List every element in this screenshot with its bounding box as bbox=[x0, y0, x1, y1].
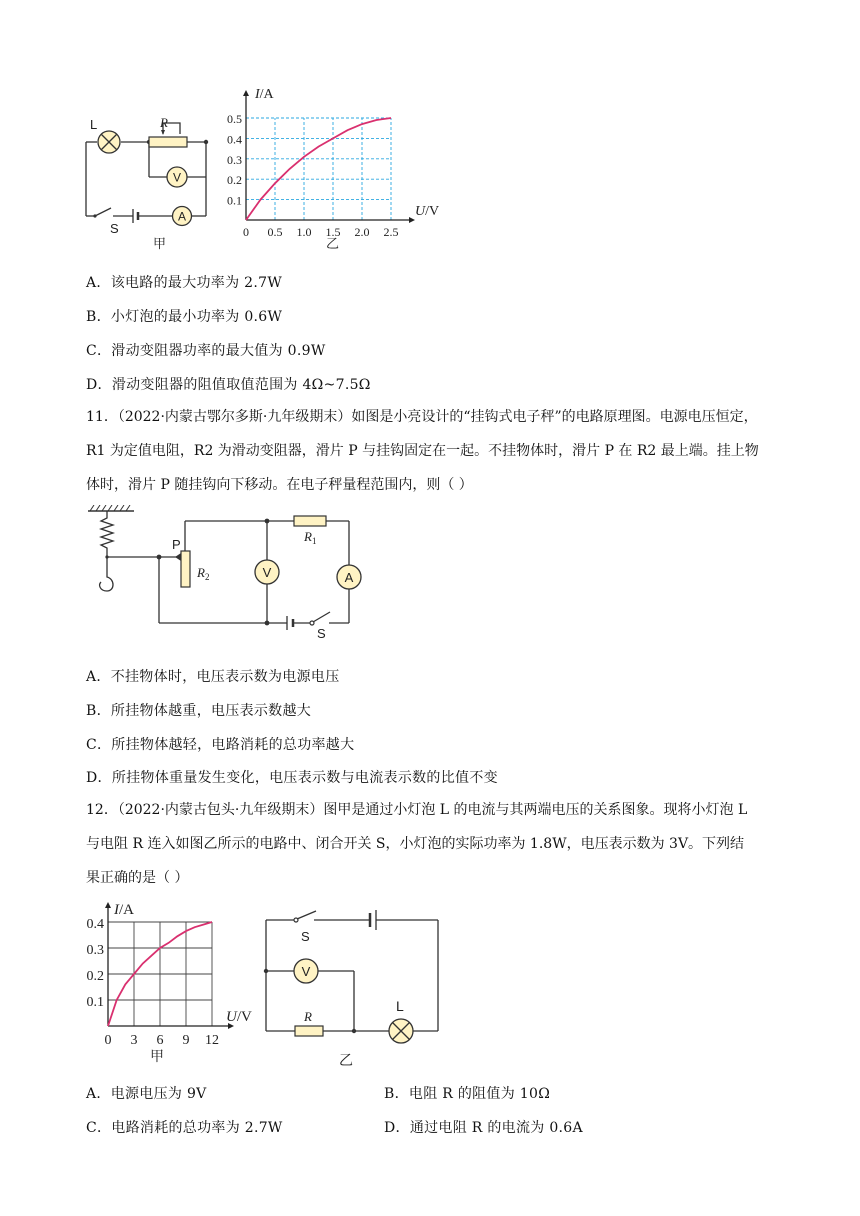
fig10-resistor-label: R bbox=[160, 115, 168, 130]
y-axis-arrow bbox=[243, 90, 249, 96]
q11-option-c: C．所挂物体越轻，电路消耗的总功率越大 bbox=[86, 737, 355, 753]
chart1-series-line bbox=[246, 118, 391, 220]
x-tick-label: 0 bbox=[243, 225, 249, 239]
chart2-ylabel: I/A bbox=[114, 902, 134, 918]
q10-option-d: D．滑动变阻器的阻值取值范围为 4Ω~7.5Ω bbox=[86, 377, 371, 393]
y-tick-label: 0.1 bbox=[86, 995, 104, 1010]
fig11-slider-label: P bbox=[172, 537, 181, 552]
chart1-xlabel: U/V bbox=[415, 204, 440, 219]
q12-option-b: B．电阻 R 的阻值为 10Ω bbox=[384, 1086, 551, 1102]
y-tick-label: 0.3 bbox=[86, 943, 104, 958]
x-tick-label: 12 bbox=[205, 1033, 219, 1048]
fig11-r2-label: $R_2$ bbox=[197, 565, 210, 582]
fig12-voltmeter-label: V bbox=[301, 964, 311, 979]
q11-option-b: B．所挂物体越重，电压表示数越大 bbox=[86, 703, 312, 719]
chart1-ylabel: I/A bbox=[255, 87, 274, 102]
q11-option-d: D．所挂物体重量发生变化，电压表示数与电流表示数的比值不变 bbox=[86, 770, 498, 786]
x-tick-label: 3 bbox=[130, 1033, 138, 1048]
fig11-ammeter-label: A bbox=[344, 570, 354, 585]
q12-option-c: C．电路消耗的总功率为 2.7W bbox=[86, 1120, 283, 1136]
x-tick-label: 2.5 bbox=[383, 225, 399, 239]
fig10-voltmeter-label: V bbox=[172, 170, 182, 185]
figure-10-circuit bbox=[75, 108, 225, 258]
y-tick-label: 0.3 bbox=[227, 152, 242, 167]
y-tick-label: 0.2 bbox=[86, 969, 104, 984]
fig12-switch-label: S bbox=[301, 929, 310, 944]
q10-option-a: A．该电路的最大功率为 2.7W bbox=[86, 275, 283, 291]
q12-line-3: 果正确的是（ ） bbox=[86, 870, 189, 886]
figure-12-circuit bbox=[258, 905, 448, 1075]
q11-line-1: 11．（2022·内蒙古鄂尔多斯·九年级期末）如图是小亮设计的“挂钩式电子秤”的电路原理图。电源电压恒定， bbox=[86, 409, 758, 425]
q12-line-2: 与电阻 R 连入如图乙所示的电路中、闭合开关 S，小灯泡的实际功率为 1.8W，电压表示数为 3V。下列结 bbox=[86, 836, 745, 852]
q12-line-1: 12．（2022·内蒙古包头·九年级期末）图甲是通过小灯泡 L 的电流与其两端电压的关系图象。现将小灯泡 L bbox=[86, 802, 748, 818]
figure-10-iu-chart bbox=[222, 82, 452, 257]
x-tick-label: 9 bbox=[182, 1033, 190, 1048]
q10-option-b: B．小灯泡的最小功率为 0.6W bbox=[86, 309, 283, 325]
y-axis-arrow bbox=[105, 902, 111, 908]
figure-12-iu-chart bbox=[78, 898, 258, 1068]
q11-option-a: A．不挂物体时，电压表示数为电源电压 bbox=[86, 669, 340, 685]
x-tick-label: 1.0 bbox=[296, 225, 312, 239]
chart2-caption: 甲 bbox=[150, 1048, 164, 1064]
chart1-caption: 乙 bbox=[326, 236, 340, 251]
fig10-lamp-label: L bbox=[90, 117, 98, 132]
q12-option-d: D．通过电阻 R 的电流为 0.6A bbox=[384, 1120, 583, 1136]
x-tick-label: 1.5 bbox=[325, 225, 341, 239]
y-tick-label: 0.4 bbox=[86, 917, 104, 932]
q10-option-c: C．滑动变阻器功率的最大值为 0.9W bbox=[86, 343, 326, 359]
fig12-resistor-label: R bbox=[304, 1009, 312, 1024]
y-tick-label: 0.1 bbox=[227, 193, 242, 208]
fig12-lamp-label: L bbox=[396, 998, 404, 1014]
x-tick-label: 0.5 bbox=[267, 225, 283, 239]
figure-11-circuit bbox=[84, 505, 374, 640]
y-tick-label: 0.2 bbox=[227, 173, 242, 188]
y-tick-label: 0.5 bbox=[227, 112, 242, 126]
q11-line-3: 体时，滑片 P 随挂钩向下移动。在电子秤量程范围内，则（ ） bbox=[86, 477, 473, 493]
fig10-ammeter-label: A bbox=[177, 209, 187, 224]
fig11-voltmeter-label: V bbox=[262, 565, 272, 580]
fig11-r1-label: $R_1$ bbox=[304, 529, 317, 546]
q12-stem bbox=[86, 793, 786, 895]
q12-option-a: A．电源电压为 9V bbox=[86, 1086, 207, 1102]
y-tick-label: 0.4 bbox=[227, 132, 242, 147]
fig10-caption: 甲 bbox=[153, 236, 167, 251]
chart2-xlabel: U/V bbox=[226, 1009, 252, 1025]
fig10-switch-label: S bbox=[110, 221, 119, 236]
q11-line-2: R1 为定值电阻，R2 为滑动变阻器，滑片 P 与挂钩固定在一起。不挂物体时，滑片 P 在 R2 最上端。挂上物 bbox=[86, 443, 759, 459]
q11-stem bbox=[86, 400, 786, 502]
x-tick-label: 2.0 bbox=[354, 225, 370, 239]
x-tick-label: 6 bbox=[156, 1033, 164, 1048]
x-tick-label: 0 bbox=[104, 1033, 112, 1048]
fig11-switch-label: S bbox=[317, 626, 326, 640]
fig12-caption: 乙 bbox=[339, 1052, 353, 1068]
